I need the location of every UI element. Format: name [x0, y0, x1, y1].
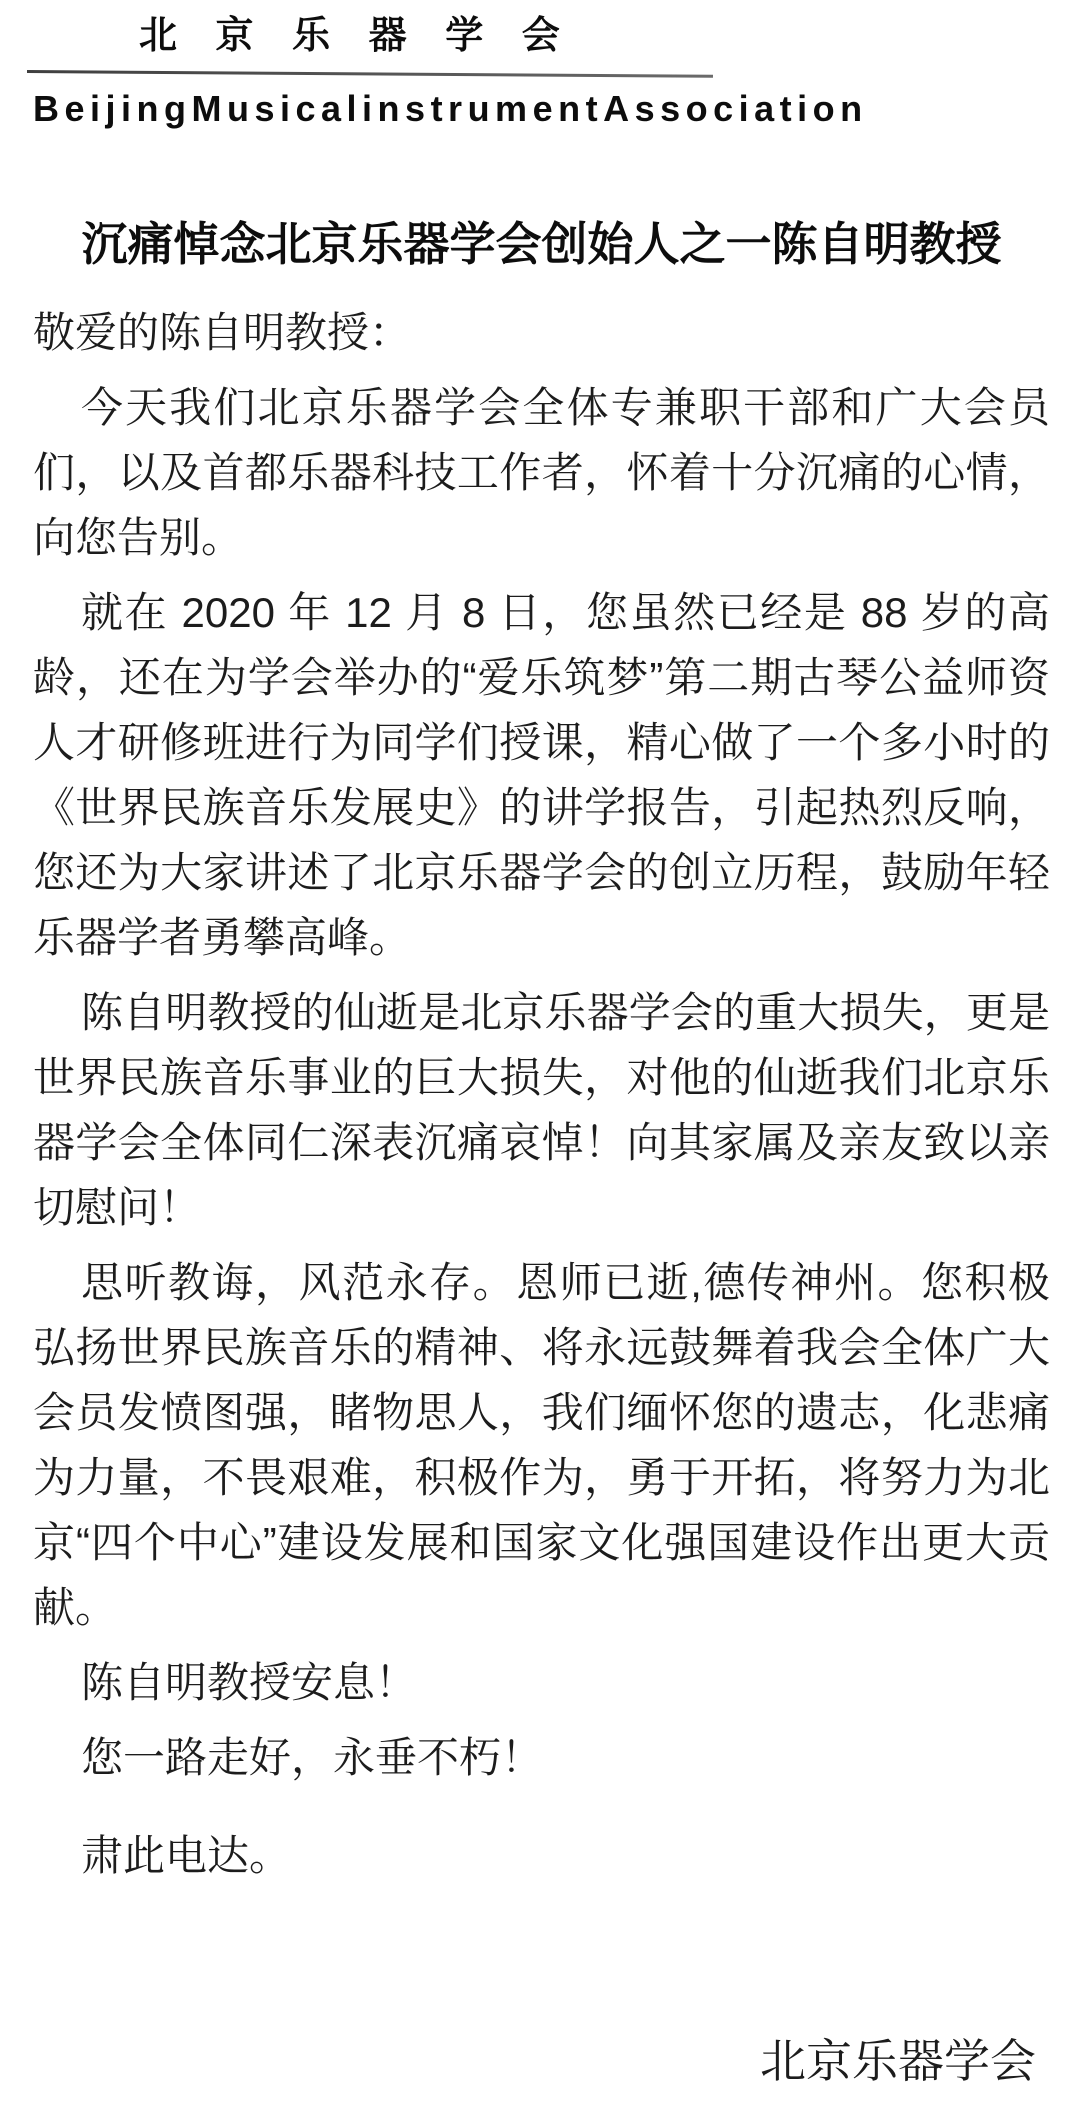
paragraph-legacy: 思听教诲，风范永存。恩师已逝,德传神州。您积极弘扬世界民族音乐的精神、将永远鼓舞着我会全体广大会员发愤图强，睹物思人，我们缅怀您的遗志，化悲痛为力量，不畏艰难，积极作为，勇于开拓，将努力为北京“四个中心”建设发展和国家文化强国建设作出更大贡献。 [33, 1259, 1050, 1631]
paragraph-eternal: 您一路走好，永垂不朽！ [81, 1734, 544, 1781]
paragraph-condolence: 陈自明教授的仙逝是北京乐器学会的重大损失，更是世界民族音乐事业的巨大损失，对他的仙逝我们北京乐器学会全体同仁深表沉痛哀悼！向其家属及亲友致以亲切慰问！ [33, 989, 1050, 1231]
signature: 北京乐器学会 [760, 2035, 1036, 2087]
valediction: 肃此电达。 [81, 1832, 292, 1879]
paragraph-last-lecture: 就在 2020 年 12 月 8 日，您虽然已经是 88 岁的高龄，还在为学会举办的“爱乐筑梦”第二期古琴公益师资人才研修班进行为同学们授课，精心做了一个多小时的《世界民族音乐发展史》的讲学报告，引起热烈反响，您还为大家讲述了北京乐器学会的创立历程，鼓励年轻乐器学者勇攀高峰。 [33, 589, 1050, 961]
org-name-english: BeijingMusicalinstrumentAssociation [33, 88, 868, 129]
memorial-title: 沉痛悼念北京乐器学会创始人之一陈自明教授 [81, 218, 1002, 270]
salutation: 敬爱的陈自明教授： [33, 309, 412, 356]
letterhead-divider [27, 70, 713, 78]
org-name-chinese: 北 京 乐 器 学 会 [139, 15, 574, 57]
paragraph-rest-in-peace: 陈自明教授安息！ [81, 1659, 418, 1706]
paragraph-farewell: 今天我们北京乐器学会全体专兼职干部和广大会员们，以及首都乐器科技工作者，怀着十分沉痛的心情，向您告别。 [33, 384, 1050, 561]
